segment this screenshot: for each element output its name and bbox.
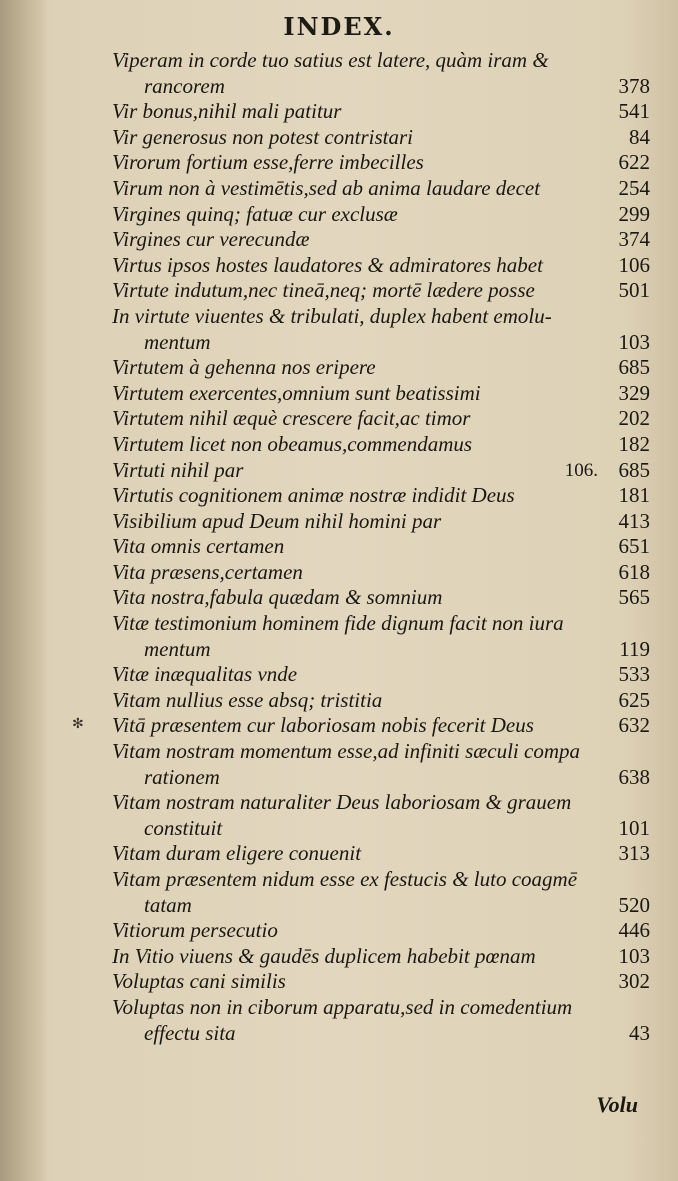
entry-text: Voluptas cani similis [112,969,286,994]
index-entry [112,253,660,279]
entry-page-ref: 101 [618,815,650,840]
entry-text: Vitam nostram momentum esse,ad infiniti sæculi compa [112,739,580,764]
entry-page-ref: 181 [618,483,650,508]
entry-text: In virtute viuentes & tribulati, duplex habent emolu- [112,303,552,328]
entry-page-ref: 565 [618,585,650,610]
entry-page-ref: 625 [618,687,650,712]
entry-page-ref: 446 [618,918,650,943]
entry-text: Vitæ inæqualitas vnde [112,662,298,687]
entry-text: Voluptas non in ciborum apparatu,sed in comedentium [112,994,573,1019]
index-entry [112,739,660,790]
entry-page-ref: 651 [618,534,650,559]
entry-continuation: tatam [144,892,192,917]
entry-page-ref: 299 [618,201,650,226]
index-entries [112,48,660,1046]
margin-mark-icon: ✻ [72,716,84,732]
index-entry [112,534,660,560]
entry-text: Vitiorum persecutio [112,918,278,943]
entry-text: Vita omnis certamen [112,534,285,559]
index-entry [112,48,660,99]
entry-text: Virum non à vestimētis,sed ab anima laudare decet [112,175,541,200]
entry-continuation: rationem [144,764,220,789]
entry-text: Virorum fortium esse,ferre imbecilles [112,150,424,175]
entry-page-ref: 618 [618,559,650,584]
index-entry [112,611,660,662]
catchword: Volu [596,1092,638,1117]
entry-page-ref: 685 [618,355,650,380]
entry-page-ref: 622 [618,150,650,175]
entry-page-ref: 106 [618,252,650,277]
entry-page-ref: 329 [618,380,650,405]
entry-text: Virtuti nihil par [112,457,244,482]
entry-page-ref: 533 [618,662,650,687]
entry-continuation: rancorem [144,73,225,98]
index-entry [112,458,660,484]
entry-page-ref: 103 [618,329,650,354]
entry-page-ref: 632 [618,713,650,738]
entry-page-ref: 182 [618,431,650,456]
entry-text: Vitam duram eligere conuenit [112,841,362,866]
index-entry [112,432,660,458]
entry-page-ref: 413 [618,508,650,533]
entry-text: Virtutem licet non obeamus,commendamus [112,431,473,456]
index-entry [112,278,660,304]
index-entry [112,202,660,228]
entry-page-ref: 84 [629,124,650,149]
index-entry [112,688,660,714]
index-entry [112,969,660,995]
index-entry [112,125,660,151]
entry-continuation: constituit [144,815,223,840]
entry-text: Virgines cur verecundæ [112,227,310,252]
entry-text: Virtutem nihil æquè crescere facit,ac timor [112,406,471,431]
index-entry [112,662,660,688]
entry-text: Vitam præsentem nidum esse ex festucis & luto coagmē [112,867,578,891]
entry-text: Vitæ testimonium hominem fide dignum facit non iura [112,611,564,636]
entry-page-ref: 685 [618,457,650,482]
entry-page-ref: 501 [618,278,650,303]
index-entry [112,995,660,1046]
index-entry [112,150,660,176]
entry-text: Vitā præsentem cur laboriosam nobis fecerit Deus [112,713,534,738]
index-entry [112,867,660,918]
entry-text: Virtutem exercentes,omnium sunt beatissimi [112,380,481,405]
index-entry [112,99,660,125]
entry-page-ref: 254 [618,175,650,200]
index-entry [112,790,660,841]
index-entry [112,841,660,867]
entry-text: Virgines quinq; fatuæ cur exclusæ [112,201,398,226]
index-entry [112,560,660,586]
entry-text: Viperam in corde tuo satius est latere, quàm iram & [112,48,549,72]
entry-text: Virtutem à gehenna nos eripere [112,355,376,380]
index-entry [112,227,660,253]
entry-text: Virtute indutum,nec tineā,neq; mortē lædere posse [112,278,535,303]
entry-continuation: effectu sita [144,1020,236,1045]
entry-continuation: mentum [144,329,211,354]
index-entry [112,944,660,970]
entry-text: Virtus ipsos hostes laudatores & admiratores habet [112,252,543,277]
entry-text: Visibilium apud Deum nihil homini par [112,508,442,533]
index-entry [112,381,660,407]
index-entry [112,406,660,432]
index-entry [112,355,660,381]
entry-text: Vir bonus,nihil mali patitur [112,99,342,124]
index-entry [112,483,660,509]
entry-page-ref: 520 [618,892,650,917]
entry-page-ref: 638 [618,764,650,789]
entry-text: Vita præsens,certamen [112,559,303,584]
entry-page-ref: 119 [619,636,650,661]
entry-page-ref: 302 [618,969,650,994]
entry-text: Vitam nullius esse absq; tristitia [112,687,383,712]
entry-text: Vita nostra,fabula quædam & somnium [112,585,443,610]
index-entry [112,176,660,202]
entry-text: Vitam nostram naturaliter Deus laboriosam & grauem [112,790,572,815]
entry-page-ref: 541 [618,99,650,124]
entry-continuation: mentum [144,636,211,661]
entry-page-ref: 43 [629,1020,650,1045]
entry-page-ref: 202 [618,406,650,431]
index-entry [112,713,660,739]
entry-text: Virtutis cognitionem animæ nostræ indidit Deus [112,483,515,508]
index-entry [112,304,660,355]
index-entry [112,585,660,611]
entry-page-ref: 313 [618,841,650,866]
index-entry [112,509,660,535]
page-header: INDEX. [283,12,395,41]
binding-gutter [0,0,48,1181]
entry-page-ref-extra: 106. [564,459,598,481]
entry-page-ref: 378 [618,73,650,98]
entry-text: In Vitio viuens & gaudēs duplicem habebit pœnam [112,943,536,968]
entry-page-ref: 103 [618,943,650,968]
entry-page-ref: 374 [618,227,650,252]
index-entry [112,918,660,944]
entry-text: Vir generosus non potest contristari [112,124,413,149]
